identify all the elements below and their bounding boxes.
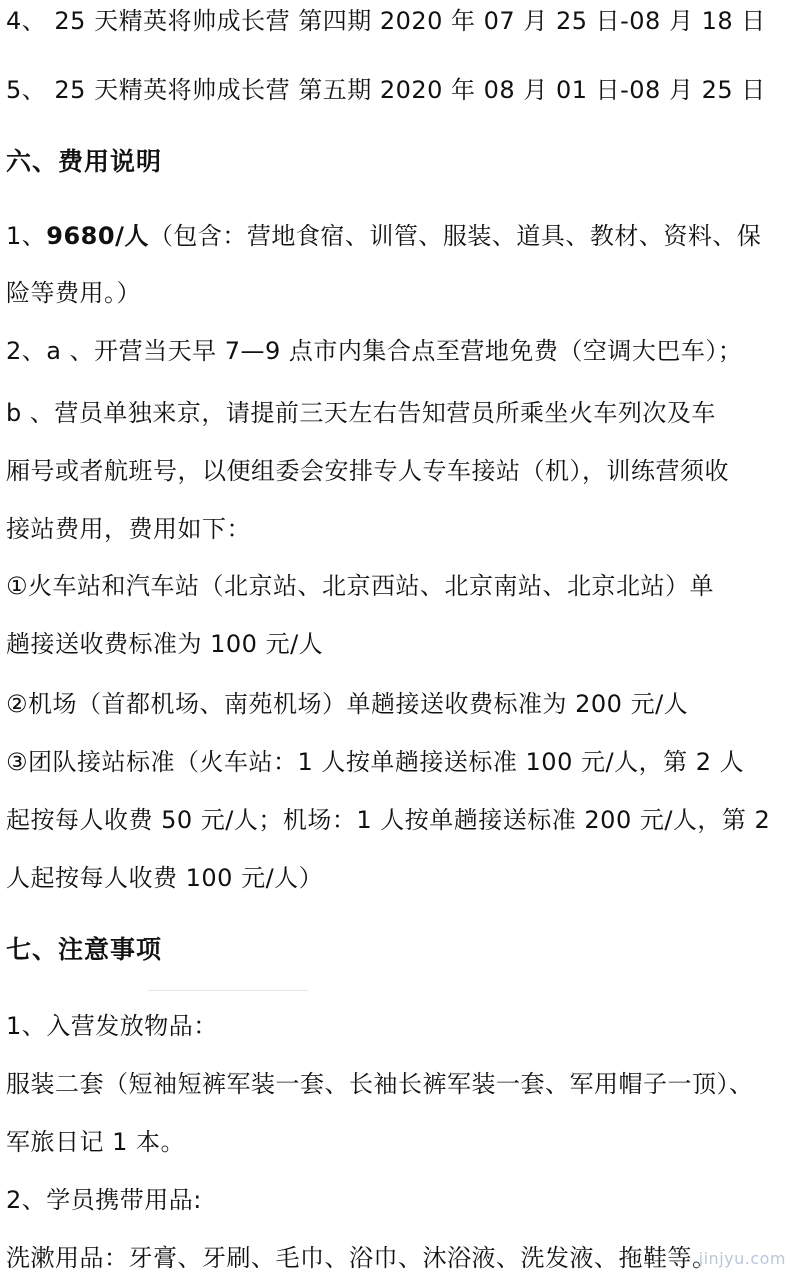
notes-item-1-line-2: 军旅日记 1 本。 [6, 1128, 186, 1156]
pickup-team-line-1: ③团队接站标准（火车站：1 人按单趟接送标准 100 元/人，第 2 人 [6, 748, 745, 776]
schedule-item-5: 5、 25 天精英将帅成长营 第五期 2020 年 08 月 01 日-08 月 25 日 [6, 76, 766, 104]
fee-item-2b-line-1: b 、营员单独来京，请提前三天左右告知营员所乘坐火车列次及车 [6, 399, 716, 427]
notes-item-1-line-1: 服装二套（短袖短裤军装一套、长袖长裤军装一套、军用帽子一顶）、 [6, 1070, 754, 1098]
fee-item-2b-line-3: 接站费用，费用如下： [6, 515, 251, 543]
fee-item-1 [6, 220, 761, 252]
pickup-train-line-1: ①火车站和汽车站（北京站、北京西站、北京南站、北京北站）单 [6, 572, 715, 600]
fee-item-1-text: （包含：营地食宿、训管、服装、道具、教材、资料、保 [148, 222, 762, 250]
notes-item-1: 1、入营发放物品： [6, 1012, 218, 1040]
notes-item-2: 2、学员携带用品: [6, 1186, 202, 1214]
notes-item-2-line-1: 洗漱用品：牙膏、牙刷、毛巾、浴巾、沐浴液、洗发液、拖鞋等。 [6, 1244, 717, 1272]
fee-item-2b-line-2: 厢号或者航班号，以便组委会安排专人专车接站（机），训练营须收 [6, 457, 729, 485]
divider [148, 990, 308, 991]
section-heading-fees: 六、费用说明 [6, 147, 163, 176]
pickup-train-line-2: 趟接送收费标准为 100 元/人 [6, 630, 324, 658]
section-heading-notes: 七、注意事项 [6, 935, 163, 964]
pickup-team-line-3: 人起按每人收费 100 元/人） [6, 864, 324, 892]
fee-item-2a: 2、a 、开营当天早 7—9 点市内集合点至营地免费（空调大巴车）； [6, 337, 743, 365]
fee-item-1-prefix: 1、 [6, 222, 47, 250]
pickup-team-line-2: 起按每人收费 50 元/人；机场：1 人按单趟接送标准 200 元/人，第 2 [6, 806, 771, 834]
watermark: jinjyu.com [698, 1249, 786, 1268]
fee-item-1-continued: 险等费用。） [6, 279, 141, 307]
schedule-item-4: 4、 25 天精英将帅成长营 第四期 2020 年 07 月 25 日-08 月 18 日 [6, 7, 766, 35]
pickup-airport-line-1: ②机场（首都机场、南苑机场）单趟接送收费标准为 200 元/人 [6, 690, 689, 718]
fee-price: 9680/人 [46, 222, 149, 250]
